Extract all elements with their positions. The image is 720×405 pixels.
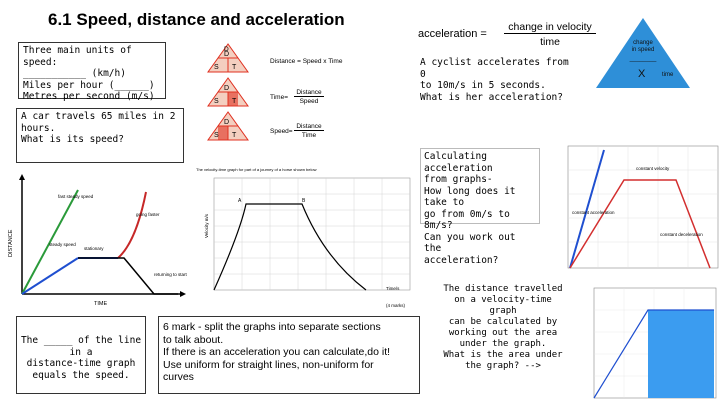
dt-label-steady: steady speed [49, 242, 76, 247]
exam-point-b: B [302, 198, 306, 204]
vt-label-constant-acceleration: constant acceleration [572, 210, 615, 215]
cyclist-line-2: to 10m/s in 5 seconds. [420, 80, 546, 91]
accel-den: time [540, 36, 560, 48]
car-question-box [16, 108, 184, 163]
vt-label-constant-velocity: constant velocity [636, 166, 670, 171]
tri1-d: D [224, 51, 230, 58]
accel-triangle-labels [592, 16, 694, 90]
area-graph [572, 286, 718, 402]
dt-label-fast: fast steady speed [58, 194, 94, 199]
graph-q-line-6: acceleration? [424, 254, 499, 266]
formula-time-den: Speed [299, 98, 319, 105]
tri1-t: T [232, 64, 237, 71]
steady-speed-line [22, 258, 78, 294]
dt-xlabel: TIME [94, 301, 108, 307]
graph-q-line-4: go from 0m/s to 8m/s? [424, 208, 510, 231]
tri3-s: S [214, 132, 219, 139]
six-mark-box [158, 316, 420, 394]
mark-line-2: to talk about. [163, 333, 224, 346]
area-line-2: on a velocity-time graph [454, 295, 552, 316]
tri3-t: T [232, 132, 237, 139]
area-line-4: working out the area [448, 328, 558, 338]
area-line-6: What is the area under [443, 350, 563, 360]
area-line-5: under the graph. [459, 339, 547, 349]
exam-point-a: A [238, 198, 242, 204]
graph-q-line-5: Can you work out the [424, 231, 516, 254]
accel-num: change in velocity [504, 21, 596, 34]
exam-xlabel: Time/s [386, 286, 400, 291]
formula-time-lhs: Time= [270, 94, 288, 101]
tri2-t: T [232, 98, 237, 105]
graph-q-line-2: from graphs- [424, 174, 493, 185]
units-line-2: ___________ (km/h) [23, 68, 126, 79]
tri1-d-label: D [224, 46, 229, 53]
tri2-s: S [214, 98, 219, 105]
formula-time-num: Distance [294, 89, 324, 97]
accel-formula [418, 20, 598, 50]
car-question-line-2: What is its speed? [21, 134, 124, 145]
cyclist-question [420, 57, 580, 103]
tri3-d: D [224, 119, 230, 126]
accel-tri-blank: ________ [629, 56, 657, 62]
cyclist-line-1: A cyclist accelerates from 0 [420, 57, 569, 80]
mark-line-3: If there is an acceleration you can calculate,do it! [163, 346, 391, 358]
tri1-s: S [214, 64, 219, 71]
formula-speed-num: Distance [294, 123, 324, 131]
speed-line-box [16, 316, 146, 394]
units-line-3: Miles per hour (______) [23, 79, 155, 91]
velocity-time-graph [560, 142, 720, 278]
tri2-d: D [224, 85, 230, 92]
dt-ylabel: DISTANCE [8, 229, 14, 257]
distance-time-graph [6, 172, 188, 312]
exam-ylabel: Velocity m/s [204, 213, 209, 238]
units-box [18, 42, 166, 102]
speed-line-3: distance-time graph [26, 358, 136, 369]
cyclist-line-3: What is her acceleration? [420, 91, 563, 103]
accel-tri-top-2: in speed [631, 47, 655, 53]
accel-tri-top-1: change [633, 40, 653, 46]
units-line-4: Metres per second (m/s) [23, 91, 155, 102]
graph-q-line-1: Calculating acceleration [424, 151, 493, 174]
mark-line-4: Use uniform for straight lines, non-uniform for [163, 358, 374, 371]
speed-line-4: equals the speed. [32, 369, 130, 381]
page-title: 6.1 Speed, distance and acceleration [48, 10, 345, 29]
dst-labels [190, 40, 370, 145]
formula-speed-lhs: Speed= [270, 128, 293, 135]
accel-tri-x: X [638, 68, 646, 80]
accel-lhs: acceleration = [418, 28, 487, 40]
area-shaded [648, 310, 714, 398]
car-question-line-1: A car travels 65 miles in 2 hours. [21, 111, 176, 134]
formula-speed-den: Time [301, 132, 317, 139]
units-line-1: Three main units of speed: [23, 45, 132, 68]
exam-caption: The velocity-time graph for part of a journey of a horse shown below [196, 167, 317, 172]
exam-marks: (4 marks) [386, 303, 405, 308]
dt-label-stationary: stationary [84, 246, 104, 251]
going-faster-curve [118, 192, 146, 258]
dt-label-faster: going faster [136, 212, 160, 217]
graph-q-line-3: How long does it take to [424, 185, 516, 208]
area-line-1: The distance travelled [443, 284, 563, 294]
accel-tri-time: time [662, 72, 674, 78]
vt-label-constant-deceleration: constant deceleration [660, 232, 703, 237]
graph-question-box [420, 148, 540, 266]
speed-line-1: The _____ of the line [20, 335, 142, 346]
exam-velocity-graph [186, 162, 418, 314]
area-question [440, 284, 566, 372]
dt-label-returning: returning to start [154, 272, 187, 277]
formula-distance: Distance = Speed x Time [270, 58, 343, 65]
area-line-7: the graph? --> [465, 361, 541, 371]
area-line-3: can be calculated by [448, 317, 558, 327]
mark-line-5: curves [163, 371, 194, 383]
mark-line-1: 6 mark - split the graphs into separate sections [163, 321, 381, 333]
speed-line-2: in a [69, 346, 93, 358]
